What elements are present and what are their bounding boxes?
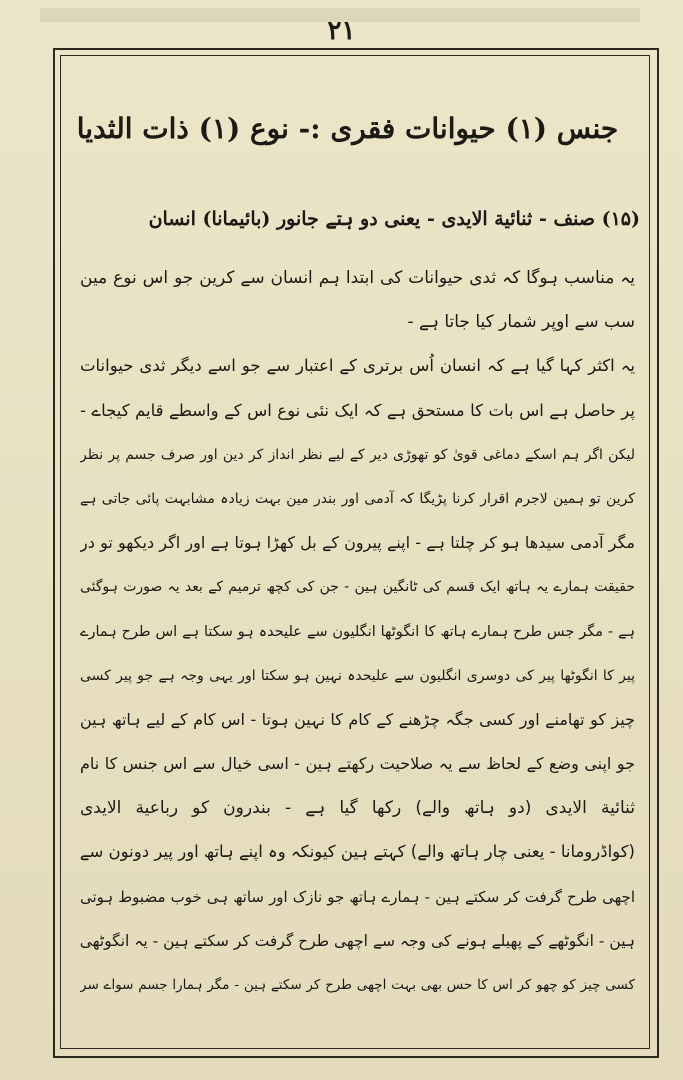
- text-line: چیز کو تھامنے اور کسی جگہ چڑھنے کے کام کا نہین ہوتا - اس کام کے لیے ہاتھ ہین: [80, 709, 635, 729]
- text-line: یہ اکثر کہا گیا ہے کہ انسان اُس برتری کے اعتبار سے جو اسے دیگر ثدی حیوانات: [80, 356, 635, 376]
- text-line: مگر آدمی سیدھا ہو کر چلتا ہے - اپنے پیرون کے بل کھڑا ہوتا ہے اور اگر دیکھو تو در: [80, 533, 635, 553]
- text-line: (کواڈرومانا - یعنی چار ہاتھ والے) کہتے ہین کیونکہ وہ اپنے ہاتھ اور پیر دونون سے: [80, 842, 635, 862]
- body-text: [80, 256, 635, 1007]
- page-number: ۲۱: [327, 16, 356, 46]
- text-line: سب سے اوپر شمار کیا جاتا ہے -: [407, 312, 635, 333]
- text-line: کرین تو ہمین لاجرم اقرار کرنا پڑیگا کہ آدمی اور بندر مین بہت زیادہ مشابہت پائی جاتی ہے: [80, 490, 635, 507]
- text-line: جو اپنی وضع کے لحاظ سے یہ صلاحیت رکھتے ہین - اسی خیال سے اس جنس کا نام: [80, 754, 635, 774]
- text-line: لیکن اگر ہم اسکے دماغی قویٰ کو تھوڑی دیر کے لیے نظر انداز کر دین اور صرف جسم پر نظر: [80, 446, 635, 463]
- text-line: اچھی طرح گرفت کر سکتے ہین - ہمارے ہاتھ جو نازک اور ساتھ ہی خوب مضبوط ہوتی: [80, 887, 635, 906]
- text-line: کسی چیز کو چھو کر اس کا حس بھی بہت اچھی طرح کر سکتے ہین - مگر ہمارا جسم سواے سر: [80, 977, 635, 993]
- text-line: حقیقت ہمارے یہ ہاتھ ایک قسم کی ٹانگین ہین - جن کی کچھ ترمیم کے بعد یہ صورت ہوگئی: [80, 579, 635, 596]
- text-line: پیر کا انگوٹھا پیر کی دوسری انگلیون سے علیحدہ نہین ہو سکتا اور یہی وجہ ہے جو پیر کسی: [80, 667, 635, 684]
- text-line: یہ مناسب ہوگا کہ ثدی حیوانات کی ابتدا ہم انسان سے کرین جو اس نوع مین: [80, 268, 635, 288]
- section-heading: جنس (۱) حیوانات فقری :- نوع (۱) ذات الثدیا: [76, 112, 619, 145]
- text-line: ثنائیة الایدی (دو ہاتھ والے) رکھا گیا ہے - بندرون کو رباعیة الایدی: [80, 798, 635, 819]
- text-line: ہین - انگوٹھے کے پھیلے ہونے کی وجہ سے اچھی طرح گرفت کر سکتے ہین - یہ انگوٹھی: [80, 931, 635, 950]
- section-subheading: (۱۵) صنف - ثنائیة الایدی - یعنی دو ہتے جانور (بائیمانا) انسان: [148, 208, 640, 230]
- text-line: پر حاصل ہے اس بات کا مستحق ہے کہ ایک نئی نوع اس کے واسطے قایم کیجاے -: [80, 400, 635, 420]
- text-line: ہے - مگر جس طرح ہمارے ہاتھ کا انگوٹھا انگلیون سے علیحدہ ہو سکتا ہے اس طرح ہمارے: [80, 623, 635, 640]
